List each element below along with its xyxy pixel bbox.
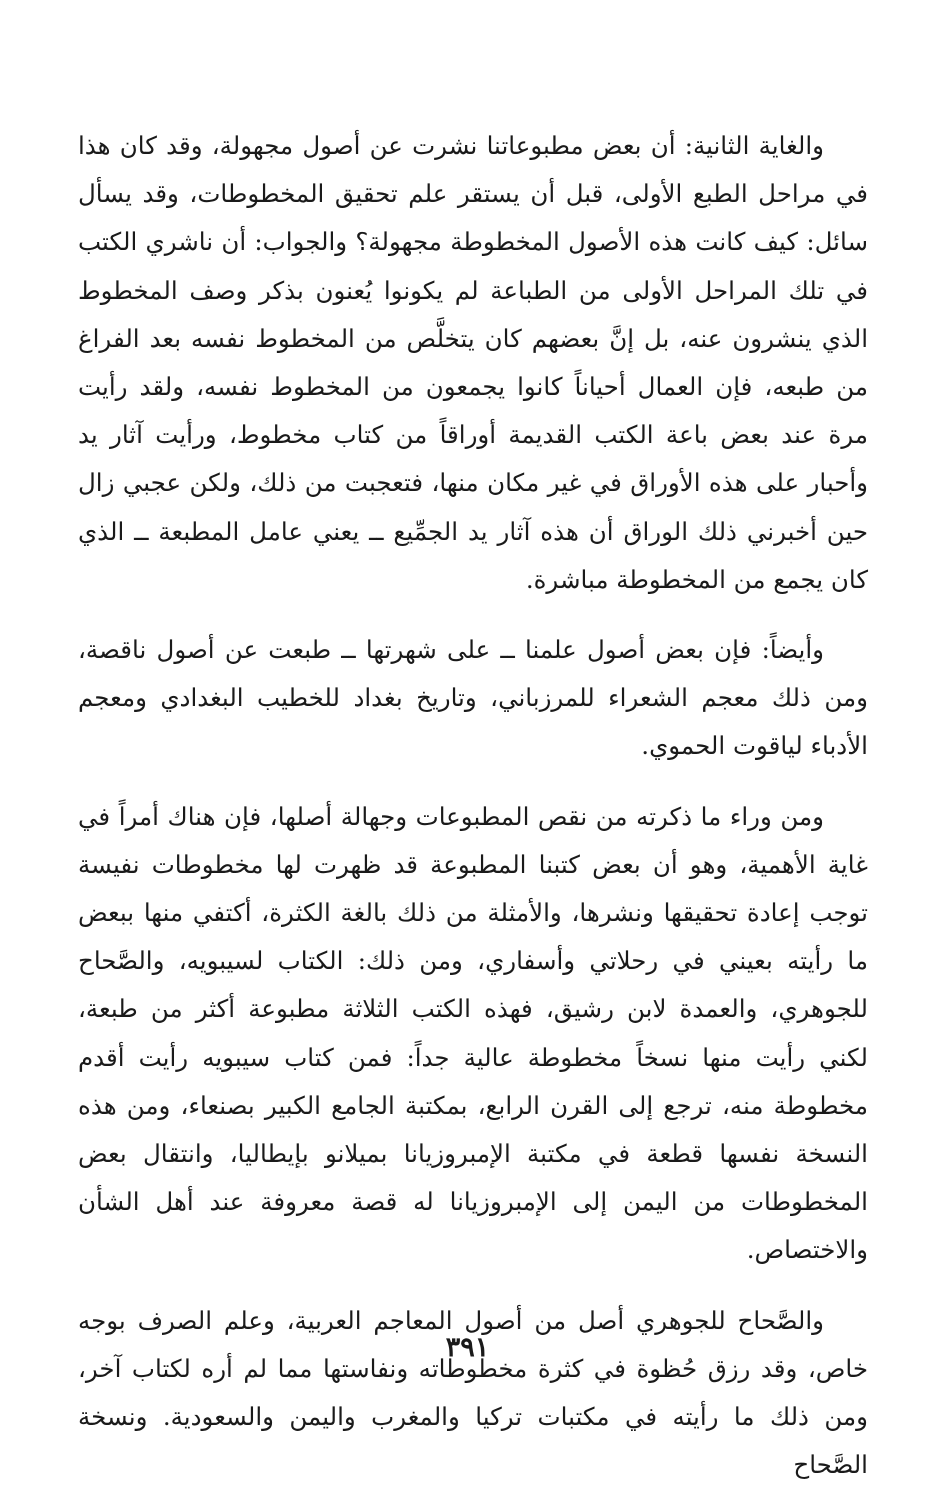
paragraph-4: والصَّحاح للجوهري أصل من أصول المعاجم العربية، وعلم الصرف بوجه خاص، وقد رزق حُظوة في كثرة مخطوطاته ونفاستها مما لم أره لكتاب آخر، ومن ذلك ما رأيته في مكتبات تركيا والمغرب واليمن والسعودية. ونسخة الصَّحاح [78,1305,868,1480]
paragraph-1: والغاية الثانية: أن بعض مطبوعاتنا نشرت عن أصول مجهولة، وقد كان هذا في مراحل الطبع الأولى، قبل أن يستقر علم تحقيق المخطوطات، وقد يسأل سائل: كيف كانت هذه الأصول المخطوطة مجهولة؟ والجواب: أن ناشري الكتب في تلك المراحل الأولى من الطباعة لم يكونوا يُعنون بذكر وصف المخطوط الذي ينشرون عنه، بل إنَّ بعضهم كان يتخلَّص من المخطوط نفسه بعد الفراغ من طبعه، فإن العمال أحياناً كانوا يجمعون من المخطوط نفسه، ولقد رأيت مرة عند بعض باعة الكتب القديمة أوراقاً من كتاب مخطوط، ورأيت آثار يد وأحبار على هذه الأوراق في غير مكان منها، فتعجبت من ذلك، ولكن عجبي زال حين أخبرني ذلك الوراق أن هذه آثار يد الجمِّيع ــ يعني عامل المطبعة ــ الذي كان يجمع من المخطوطة مباشرة. [78,131,868,594]
paragraph-2: وأيضاً: فإن بعض أصول علمنا ــ على شهرتها ــ طبعت عن أصول ناقصة، ومن ذلك معجم الشعراء للمرزباني، وتاريخ بغداد للخطيب البغدادي ومعجم الأدباء لياقوت الحموي. [78,635,868,761]
page-number: ٣٩١ [445,1332,490,1363]
paragraph-3: ومن وراء ما ذكرته من نقص المطبوعات وجهالة أصلها، فإن هناك أمراً في غاية الأهمية، وهو أن بعض كتبنا المطبوعة قد ظهرت لها مخطوطات نفيسة توجب إعادة تحقيقها ونشرها، والأمثلة من ذلك بالغة الكثرة، أكتفي منها ببعض ما رأيته بعيني في رحلاتي وأسفاري، ومن ذلك: الكتاب لسيبويه، والصَّحاح للجوهري، والعمدة لابن رشيق، فهذه الكتب الثلاثة مطبوعة أكثر من طبعة، لكني رأيت منها نسخاً مخطوطة عالية جداً: فمن كتاب سيبويه رأيت أقدم مخطوطة منه، ترجع إلى القرن الرابع، بمكتبة الجامع الكبير بصنعاء، ومن هذه النسخة نفسها قطعة في مكتبة الإمبروزيانا بميلانو بإيطاليا، وانتقال بعض المخطوطات من اليمن إلى الإمبروزيانا له قصة معروفة عند أهل الشأن والاختصاص. [78,801,868,1265]
body-text [78,122,868,1489]
